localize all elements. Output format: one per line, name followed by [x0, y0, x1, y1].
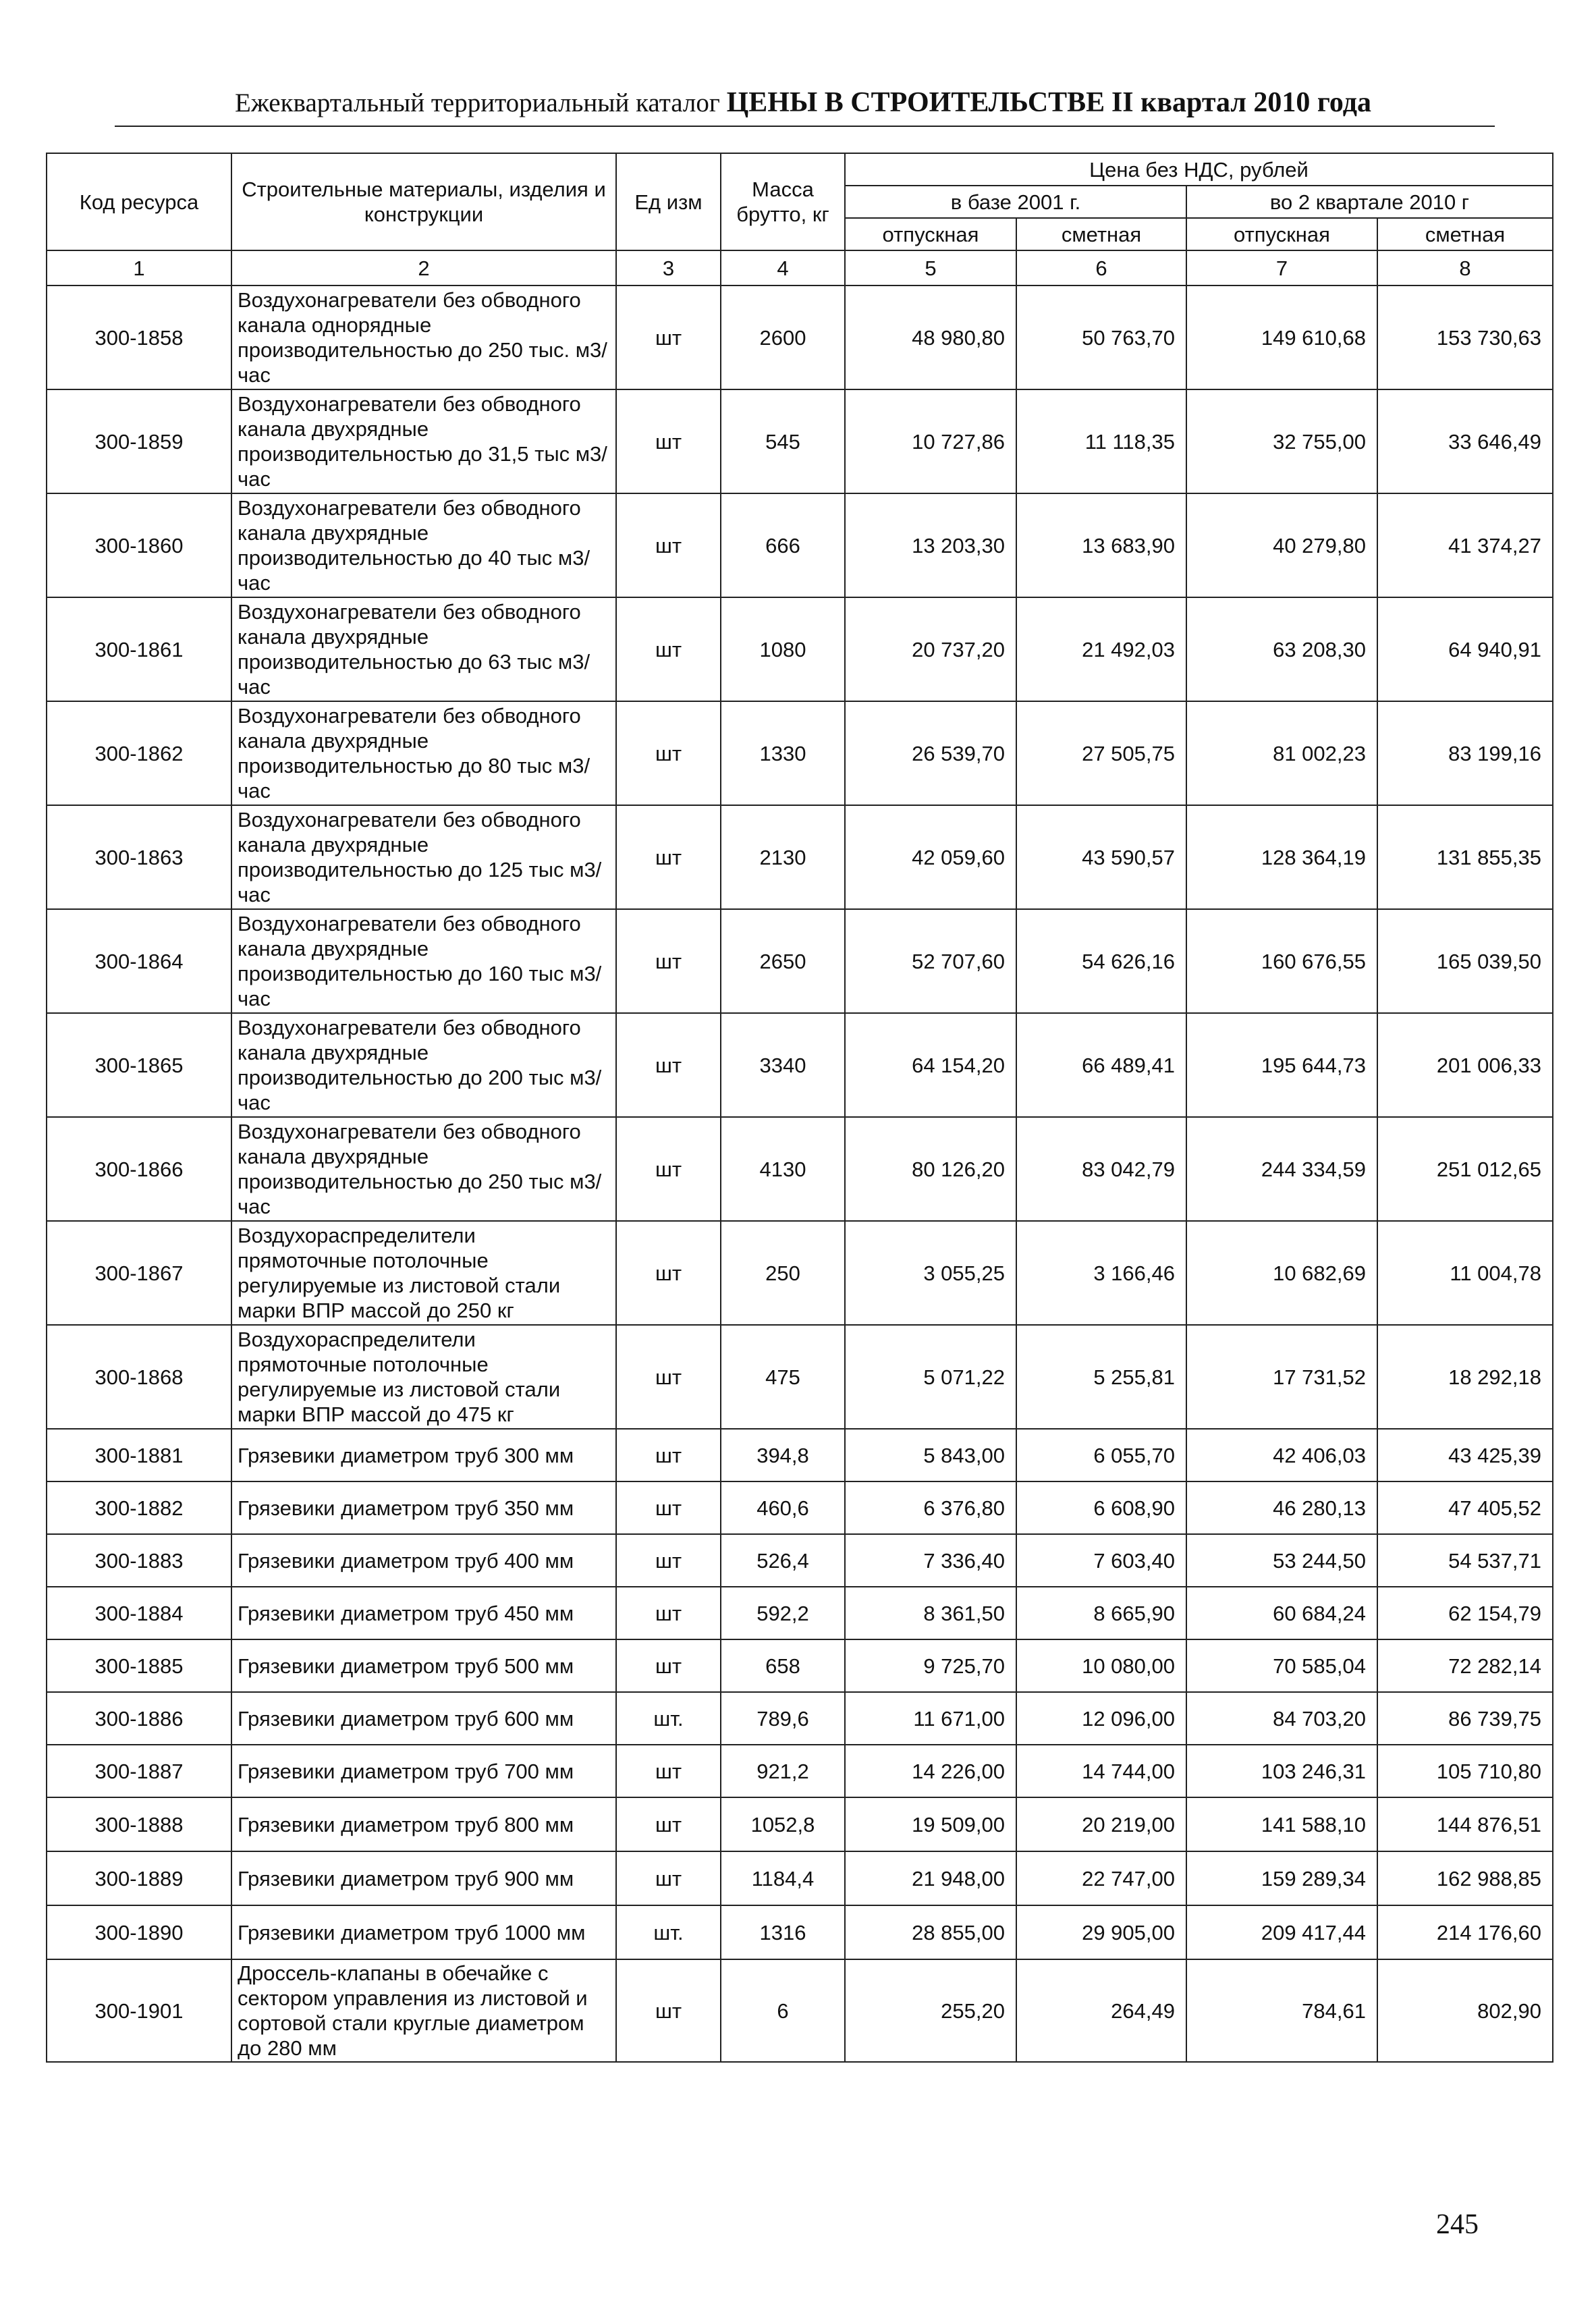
- row-price-current-estimate: 43 425,39: [1377, 1429, 1553, 1481]
- row-unit: шт: [616, 597, 721, 701]
- row-unit: шт: [616, 1745, 721, 1797]
- row-name: Грязевики диаметром труб 450 мм: [231, 1587, 616, 1639]
- row-price-current-wholesale: 141 588,10: [1186, 1797, 1377, 1851]
- table-row: [47, 1325, 1553, 1429]
- row-code: 300-1882: [47, 1481, 231, 1534]
- row-price-current-estimate: 251 012,65: [1377, 1117, 1553, 1221]
- header-mass: Масса брутто, кг: [721, 153, 845, 250]
- row-price-current-estimate: 153 730,63: [1377, 285, 1553, 389]
- row-code: 300-1887: [47, 1745, 231, 1797]
- header-q2-2010: во 2 квартале 2010 г: [1186, 186, 1553, 218]
- row-price-base-estimate: 5 255,81: [1016, 1325, 1186, 1429]
- header-prefix: Ежеквартальный территориальный каталог: [235, 88, 720, 117]
- header-current-wholesale: отпускная: [1186, 218, 1377, 250]
- row-name: Воздухонагреватели без обводного канала двухрядные производительностью до 125 тыс м3/час: [231, 805, 616, 909]
- row-unit: шт: [616, 1481, 721, 1534]
- row-price-base-estimate: 20 219,00: [1016, 1797, 1186, 1851]
- row-mass: 1052,8: [721, 1797, 845, 1851]
- catalog-header: [115, 86, 1491, 119]
- row-price-current-estimate: 47 405,52: [1377, 1481, 1553, 1534]
- row-name: Воздухонагреватели без обводного канала двухрядные производительностью до 160 тыс м3/час: [231, 909, 616, 1013]
- row-mass: 658: [721, 1639, 845, 1692]
- header-current-estimate: сметная: [1377, 218, 1553, 250]
- row-price-current-estimate: 41 374,27: [1377, 493, 1553, 597]
- row-price-current-wholesale: 42 406,03: [1186, 1429, 1377, 1481]
- row-code: 300-1868: [47, 1325, 231, 1429]
- row-price-current-estimate: 83 199,16: [1377, 701, 1553, 805]
- row-mass: 4130: [721, 1117, 845, 1221]
- row-mass: 2130: [721, 805, 845, 909]
- row-price-current-estimate: 144 876,51: [1377, 1797, 1553, 1851]
- row-price-base-estimate: 7 603,40: [1016, 1534, 1186, 1587]
- row-code: 300-1885: [47, 1639, 231, 1692]
- row-mass: 2650: [721, 909, 845, 1013]
- row-unit: шт: [616, 1429, 721, 1481]
- row-mass: 250: [721, 1221, 845, 1325]
- header-price-group: Цена без НДС, рублей: [845, 153, 1553, 186]
- table-row: [47, 493, 1553, 597]
- row-price-current-wholesale: 70 585,04: [1186, 1639, 1377, 1692]
- row-price-base-estimate: 14 744,00: [1016, 1745, 1186, 1797]
- row-unit: шт: [616, 1534, 721, 1587]
- row-price-base-wholesale: 11 671,00: [845, 1692, 1016, 1745]
- row-mass: 526,4: [721, 1534, 845, 1587]
- row-price-base-estimate: 21 492,03: [1016, 597, 1186, 701]
- row-price-current-estimate: 64 940,91: [1377, 597, 1553, 701]
- header-base-wholesale: отпускная: [845, 218, 1016, 250]
- col-number: 3: [616, 250, 721, 285]
- row-unit: шт: [616, 1117, 721, 1221]
- col-number: 7: [1186, 250, 1377, 285]
- table-row: [47, 1117, 1553, 1221]
- col-number: 5: [845, 250, 1016, 285]
- header-name: Строительные материалы, изделия и конструкции: [231, 153, 616, 250]
- row-price-current-wholesale: 160 676,55: [1186, 909, 1377, 1013]
- row-price-base-wholesale: 64 154,20: [845, 1013, 1016, 1117]
- row-price-base-wholesale: 7 336,40: [845, 1534, 1016, 1587]
- row-price-base-estimate: 10 080,00: [1016, 1639, 1186, 1692]
- row-unit: шт: [616, 1639, 721, 1692]
- table-row: [47, 1959, 1553, 2062]
- row-mass: 1330: [721, 701, 845, 805]
- row-price-current-wholesale: 32 755,00: [1186, 389, 1377, 493]
- row-mass: 789,6: [721, 1692, 845, 1745]
- row-mass: 1316: [721, 1905, 845, 1959]
- row-price-current-wholesale: 40 279,80: [1186, 493, 1377, 597]
- table-row: [47, 1534, 1553, 1587]
- row-price-base-wholesale: 3 055,25: [845, 1221, 1016, 1325]
- row-code: 300-1866: [47, 1117, 231, 1221]
- row-price-base-wholesale: 255,20: [845, 1959, 1016, 2062]
- row-price-current-estimate: 162 988,85: [1377, 1851, 1553, 1905]
- row-code: 300-1863: [47, 805, 231, 909]
- row-price-base-wholesale: 5 843,00: [845, 1429, 1016, 1481]
- row-code: 300-1858: [47, 285, 231, 389]
- row-name: Воздухонагреватели без обводного канала двухрядные производительностью до 200 тыс м3/час: [231, 1013, 616, 1117]
- row-price-base-estimate: 54 626,16: [1016, 909, 1186, 1013]
- row-unit: шт: [616, 805, 721, 909]
- row-price-current-estimate: 105 710,80: [1377, 1745, 1553, 1797]
- row-price-current-wholesale: 17 731,52: [1186, 1325, 1377, 1429]
- row-price-base-wholesale: 26 539,70: [845, 701, 1016, 805]
- row-name: Воздухонагреватели без обводного канала двухрядные производительностью до 40 тыс м3/час: [231, 493, 616, 597]
- row-code: 300-1867: [47, 1221, 231, 1325]
- row-price-base-wholesale: 80 126,20: [845, 1117, 1016, 1221]
- header-rule: [115, 126, 1495, 127]
- row-name: Воздухонагреватели без обводного канала двухрядные производительностью до 80 тыс м3/час: [231, 701, 616, 805]
- row-price-base-estimate: 66 489,41: [1016, 1013, 1186, 1117]
- row-price-current-wholesale: 53 244,50: [1186, 1534, 1377, 1587]
- row-unit: шт: [616, 1587, 721, 1639]
- row-mass: 1080: [721, 597, 845, 701]
- col-number: 6: [1016, 250, 1186, 285]
- row-price-current-wholesale: 159 289,34: [1186, 1851, 1377, 1905]
- row-code: 300-1901: [47, 1959, 231, 2062]
- row-price-current-wholesale: 81 002,23: [1186, 701, 1377, 805]
- row-price-current-wholesale: 149 610,68: [1186, 285, 1377, 389]
- row-price-current-estimate: 18 292,18: [1377, 1325, 1553, 1429]
- row-name: Грязевики диаметром труб 600 мм: [231, 1692, 616, 1745]
- row-code: 300-1884: [47, 1587, 231, 1639]
- row-price-current-estimate: 131 855,35: [1377, 805, 1553, 909]
- row-code: 300-1888: [47, 1797, 231, 1851]
- row-mass: 475: [721, 1325, 845, 1429]
- row-unit: шт: [616, 389, 721, 493]
- row-price-base-estimate: 12 096,00: [1016, 1692, 1186, 1745]
- table-row: [47, 805, 1553, 909]
- row-price-base-estimate: 6 608,90: [1016, 1481, 1186, 1534]
- row-unit: шт: [616, 909, 721, 1013]
- row-price-current-estimate: 165 039,50: [1377, 909, 1553, 1013]
- row-code: 300-1864: [47, 909, 231, 1013]
- row-price-base-wholesale: 48 980,80: [845, 285, 1016, 389]
- row-code: 300-1861: [47, 597, 231, 701]
- row-price-base-estimate: 43 590,57: [1016, 805, 1186, 909]
- row-price-current-estimate: 54 537,71: [1377, 1534, 1553, 1587]
- col-number: 4: [721, 250, 845, 285]
- row-name: Грязевики диаметром труб 400 мм: [231, 1534, 616, 1587]
- row-unit: шт: [616, 285, 721, 389]
- row-price-base-wholesale: 6 376,80: [845, 1481, 1016, 1534]
- row-price-base-estimate: 22 747,00: [1016, 1851, 1186, 1905]
- row-unit: шт: [616, 1325, 721, 1429]
- row-price-current-wholesale: 46 280,13: [1186, 1481, 1377, 1534]
- row-name: Грязевики диаметром труб 500 мм: [231, 1639, 616, 1692]
- row-unit: шт: [616, 1013, 721, 1117]
- row-name: Воздухораспределители прямоточные потолочные регулируемые из листовой стали марки ВПР массой до 250 кг: [231, 1221, 616, 1325]
- table-row: [47, 1639, 1553, 1692]
- row-name: Воздухонагреватели без обводного канала двухрядные производительностью до 31,5 тыс м3/час: [231, 389, 616, 493]
- row-price-base-estimate: 27 505,75: [1016, 701, 1186, 805]
- row-price-current-estimate: 201 006,33: [1377, 1013, 1553, 1117]
- row-name: Грязевики диаметром труб 300 мм: [231, 1429, 616, 1481]
- table-row: [47, 1745, 1553, 1797]
- row-price-base-wholesale: 8 361,50: [845, 1587, 1016, 1639]
- header-base-estimate: сметная: [1016, 218, 1186, 250]
- col-number: 8: [1377, 250, 1553, 285]
- row-unit: шт: [616, 1959, 721, 2062]
- row-code: 300-1881: [47, 1429, 231, 1481]
- row-price-current-wholesale: 195 644,73: [1186, 1013, 1377, 1117]
- table-row: [47, 389, 1553, 493]
- row-price-base-estimate: 264,49: [1016, 1959, 1186, 2062]
- row-price-base-estimate: 50 763,70: [1016, 285, 1186, 389]
- table-row: [47, 1851, 1553, 1905]
- row-price-base-wholesale: 9 725,70: [845, 1639, 1016, 1692]
- row-price-current-wholesale: 10 682,69: [1186, 1221, 1377, 1325]
- row-unit: шт.: [616, 1692, 721, 1745]
- row-price-base-estimate: 83 042,79: [1016, 1117, 1186, 1221]
- row-price-current-wholesale: 60 684,24: [1186, 1587, 1377, 1639]
- row-price-base-wholesale: 14 226,00: [845, 1745, 1016, 1797]
- row-price-current-estimate: 214 176,60: [1377, 1905, 1553, 1959]
- row-code: 300-1862: [47, 701, 231, 805]
- table-row: [47, 1221, 1553, 1325]
- row-code: 300-1865: [47, 1013, 231, 1117]
- row-name: Воздухораспределители прямоточные потолочные регулируемые из листовой стали марки ВПР массой до 475 кг: [231, 1325, 616, 1429]
- row-price-base-wholesale: 52 707,60: [845, 909, 1016, 1013]
- row-price-current-wholesale: 209 417,44: [1186, 1905, 1377, 1959]
- table-row: [47, 285, 1553, 389]
- row-price-base-wholesale: 21 948,00: [845, 1851, 1016, 1905]
- row-price-base-estimate: 6 055,70: [1016, 1429, 1186, 1481]
- row-price-current-wholesale: 103 246,31: [1186, 1745, 1377, 1797]
- row-price-current-estimate: 62 154,79: [1377, 1587, 1553, 1639]
- header-base-2001: в базе 2001 г.: [845, 186, 1186, 218]
- header-title: ЦЕНЫ В СТРОИТЕЛЬСТВЕ: [726, 87, 1105, 118]
- row-price-base-wholesale: 19 509,00: [845, 1797, 1016, 1851]
- row-mass: 592,2: [721, 1587, 845, 1639]
- row-price-current-wholesale: 63 208,30: [1186, 597, 1377, 701]
- header-unit: Ед изм: [616, 153, 721, 250]
- table-row: [47, 1013, 1553, 1117]
- row-price-base-estimate: 8 665,90: [1016, 1587, 1186, 1639]
- row-unit: шт: [616, 1221, 721, 1325]
- row-name: Воздухонагреватели без обводного канала двухрядные производительностью до 250 тыс м3/час: [231, 1117, 616, 1221]
- row-unit: шт: [616, 1797, 721, 1851]
- row-price-current-estimate: 33 646,49: [1377, 389, 1553, 493]
- row-mass: 1184,4: [721, 1851, 845, 1905]
- row-mass: 6: [721, 1959, 845, 2062]
- column-number-row: [47, 250, 1553, 285]
- table-row: [47, 701, 1553, 805]
- row-code: 300-1860: [47, 493, 231, 597]
- row-price-base-wholesale: 42 059,60: [845, 805, 1016, 909]
- header-code: Код ресурса: [47, 153, 231, 250]
- page-number: 245: [1436, 2209, 1479, 2240]
- row-name: Дроссель-клапаны в обечайке с сектором управления из листовой и сортовой стали круглые диаметром до 280 мм: [231, 1959, 616, 2062]
- row-price-current-estimate: 11 004,78: [1377, 1221, 1553, 1325]
- row-mass: 460,6: [721, 1481, 845, 1534]
- row-price-current-estimate: 86 739,75: [1377, 1692, 1553, 1745]
- row-code: 300-1890: [47, 1905, 231, 1959]
- header-period: II квартал 2010 года: [1111, 87, 1371, 118]
- row-price-base-wholesale: 10 727,86: [845, 389, 1016, 493]
- row-code: 300-1859: [47, 389, 231, 493]
- row-name: Грязевики диаметром труб 900 мм: [231, 1851, 616, 1905]
- table-row: [47, 1692, 1553, 1745]
- row-unit: шт: [616, 701, 721, 805]
- row-price-base-wholesale: 20 737,20: [845, 597, 1016, 701]
- row-price-current-wholesale: 84 703,20: [1186, 1692, 1377, 1745]
- row-name: Грязевики диаметром труб 800 мм: [231, 1797, 616, 1851]
- table-row: [47, 1481, 1553, 1534]
- table-row: [47, 1905, 1553, 1959]
- row-name: Грязевики диаметром труб 700 мм: [231, 1745, 616, 1797]
- row-mass: 666: [721, 493, 845, 597]
- row-price-current-estimate: 802,90: [1377, 1959, 1553, 2062]
- row-price-current-estimate: 72 282,14: [1377, 1639, 1553, 1692]
- row-price-current-wholesale: 784,61: [1186, 1959, 1377, 2062]
- table-row: [47, 909, 1553, 1013]
- table-row: [47, 1429, 1553, 1481]
- row-name: Воздухонагреватели без обводного канала однорядные производительностью до 250 тыс. м3/час: [231, 285, 616, 389]
- table-row: [47, 597, 1553, 701]
- row-price-base-estimate: 13 683,90: [1016, 493, 1186, 597]
- row-name: Воздухонагреватели без обводного канала двухрядные производительностью до 63 тыс м3/час: [231, 597, 616, 701]
- row-mass: 545: [721, 389, 845, 493]
- row-price-base-wholesale: 5 071,22: [845, 1325, 1016, 1429]
- row-mass: 921,2: [721, 1745, 845, 1797]
- table-row: [47, 1587, 1553, 1639]
- row-unit: шт: [616, 1851, 721, 1905]
- row-price-base-wholesale: 13 203,30: [845, 493, 1016, 597]
- row-mass: 2600: [721, 285, 845, 389]
- row-mass: 394,8: [721, 1429, 845, 1481]
- row-mass: 3340: [721, 1013, 845, 1117]
- row-price-base-estimate: 29 905,00: [1016, 1905, 1186, 1959]
- col-number: 2: [231, 250, 616, 285]
- row-unit: шт.: [616, 1905, 721, 1959]
- row-unit: шт: [616, 493, 721, 597]
- table-row: [47, 1797, 1553, 1851]
- row-price-current-wholesale: 128 364,19: [1186, 805, 1377, 909]
- row-name: Грязевики диаметром труб 1000 мм: [231, 1905, 616, 1959]
- row-price-base-estimate: 11 118,35: [1016, 389, 1186, 493]
- row-price-base-wholesale: 28 855,00: [845, 1905, 1016, 1959]
- price-table: [46, 153, 1553, 2063]
- row-code: 300-1889: [47, 1851, 231, 1905]
- row-price-current-wholesale: 244 334,59: [1186, 1117, 1377, 1221]
- row-price-base-estimate: 3 166,46: [1016, 1221, 1186, 1325]
- row-code: 300-1886: [47, 1692, 231, 1745]
- row-code: 300-1883: [47, 1534, 231, 1587]
- col-number: 1: [47, 250, 231, 285]
- row-name: Грязевики диаметром труб 350 мм: [231, 1481, 616, 1534]
